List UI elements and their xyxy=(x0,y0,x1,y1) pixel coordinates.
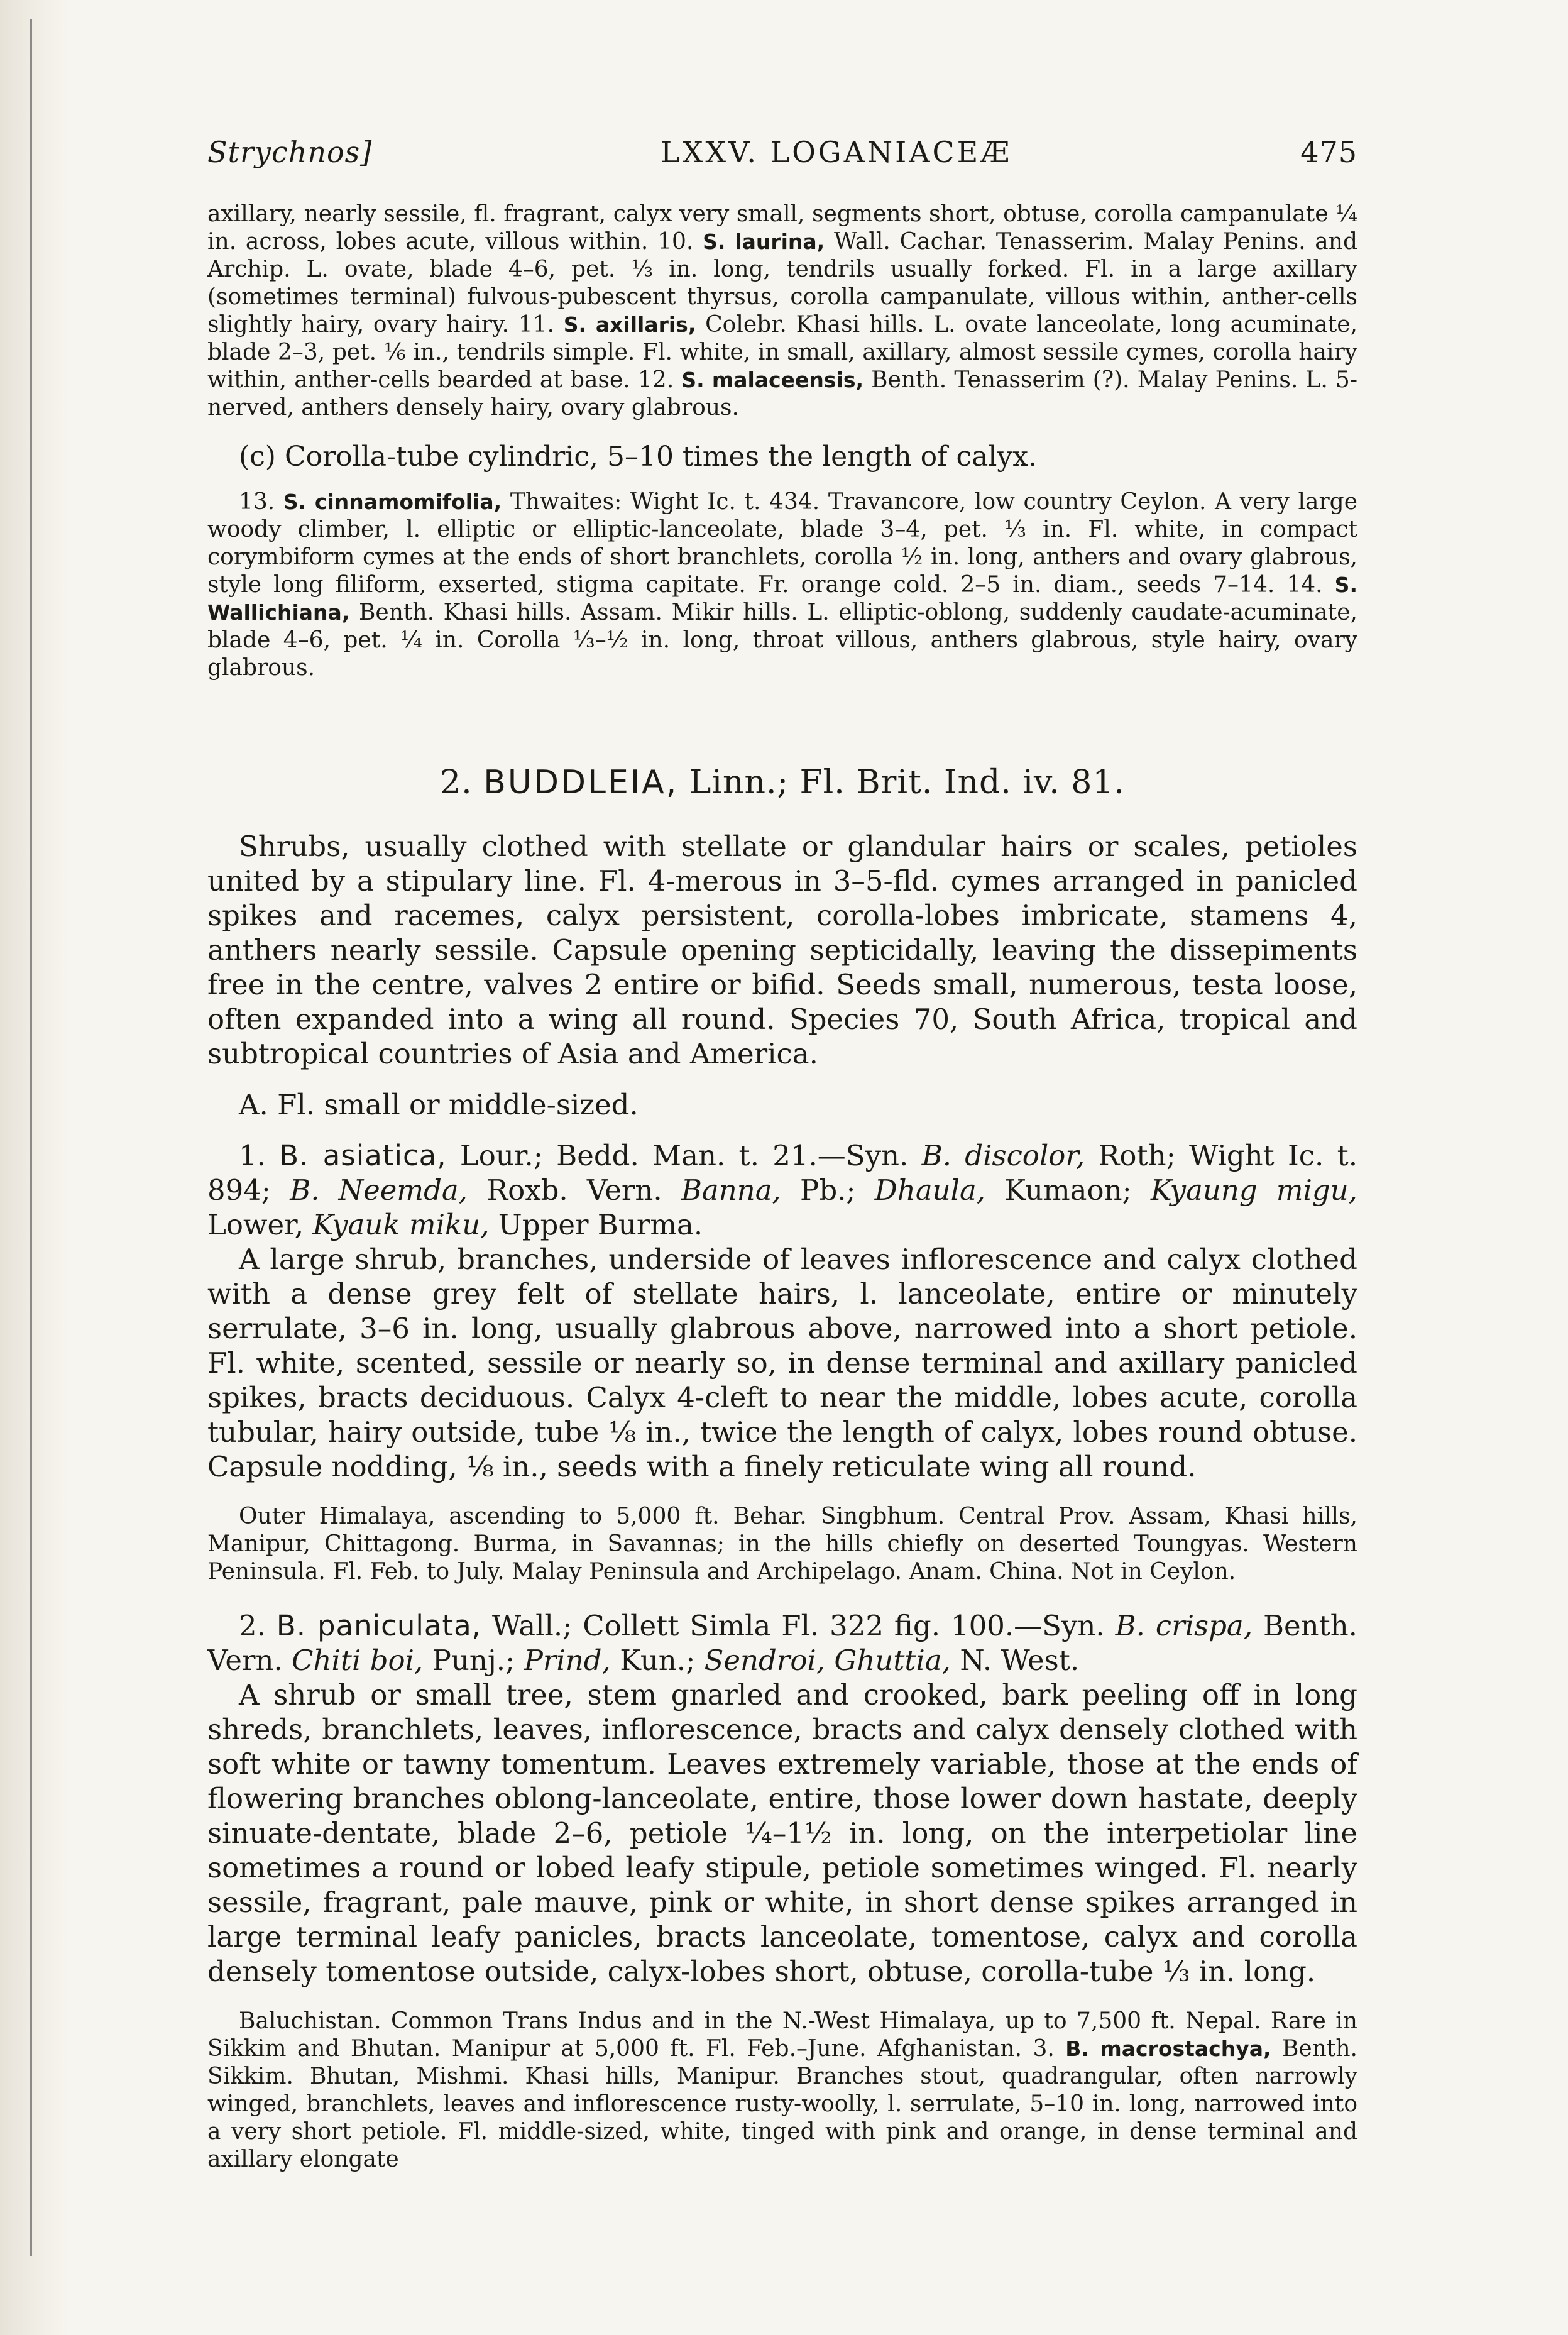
genus-reference: Linn.; Fl. Brit. Ind. iv. 81. xyxy=(689,764,1125,801)
page-number: 475 xyxy=(1300,135,1357,169)
strychnos-c-block xyxy=(207,488,1357,682)
species-2-heading xyxy=(207,1608,1357,1678)
species-reference: N. West. xyxy=(960,1644,1080,1677)
vernacular-name: Banna, xyxy=(681,1173,781,1207)
header-family: LXXV. LOGANIACEÆ xyxy=(661,135,1012,169)
species-number: 13. xyxy=(239,489,275,515)
species-reference: Benth. Vern. xyxy=(207,1609,1357,1677)
species-2-distribution xyxy=(207,2008,1357,2173)
vernacular-name: Kyaung migu, xyxy=(1150,1173,1358,1207)
genus-heading xyxy=(207,764,1357,801)
species-reference: Punj.; xyxy=(432,1644,515,1677)
strychnos-intro: axillary, nearly sessile, fl. fragrant, calyx very small, segments short, obtuse, corolla campanulate ¼ in. across, lobes acute, villous within. xyxy=(207,201,1357,255)
species-2-description: A shrub or small tree, stem gnarled and crooked, bark peeling off in long shreds, branchlets, leaves, inflorescence, bracts and calyx densely clothed with soft white or tawny tomentum. Leaves extremely variable, those at the ends of flowering branches oblong-lanceolate, entire, those lower down hastate, deeply sinuate-dentate, blade 2–6, petiole ¼–1½ in. long, on the interpetiolar line sometimes a round or lobed leafy stipule, petiole sometimes winged. Fl. nearly sessile, fragrant, pale mauve, pink or white, in short dense spikes arranged in large terminal leafy panicles, bracts lanceolate, tomentose, calyx and corolla densely tomentose outside, calyx-lobes short, obtuse, corolla-tube ⅓ in. long. xyxy=(207,1678,1357,1988)
genus-name: BUDDLEIA, xyxy=(483,764,679,801)
species-number: 14. xyxy=(1286,572,1323,598)
vernacular-name: Chiti boi, xyxy=(292,1644,424,1677)
species-reference: Kumaon; xyxy=(1004,1173,1132,1207)
page xyxy=(207,135,1357,2173)
section-heading: A. Fl. small or middle-sized. xyxy=(239,1088,639,1121)
vernacular-name: Sendroi, Ghuttia, xyxy=(704,1644,951,1677)
species-reference: Roxb. Vern. xyxy=(486,1173,662,1207)
distribution-text: Baluchistan. Common Trans Indus and in the N.-West Himalaya, up to 7,500 ft. Nepal. Rare in Sikkim and Bhutan. Manipur at 5,000 ft. Fl. Feb.–June. Afghanistan. xyxy=(207,2008,1357,2062)
species-name: S. Wallichiana, xyxy=(207,573,1357,625)
species-number: 11. xyxy=(518,312,555,338)
species-number: 1. xyxy=(239,1139,266,1172)
species-text: Benth. Sikkim. Bhutan, Mishmi. Khasi hills, Manipur. Branches stout, quadrangular, often narrowly winged, branchlets, leaves and inflorescence rusty-woolly, l. serrulate, 5–10 in. long, narrowed into a very short petiole. Fl. middle-sized, white, tinged with pink and orange, in dense terminal and axillary elongate xyxy=(207,2036,1357,2172)
species-text: Colebr. Khasi hills. L. ovate lanceolate, long acuminate, blade 2–3, pet. ⅙ in., tendrils simple. Fl. white, in small, axillary, almost sessile cymes, corolla hairy within, anther-cells bearded at base. xyxy=(207,312,1357,393)
synonym: B. Neemda, xyxy=(290,1173,468,1207)
species-reference: Lour.; Bedd. Man. t. 21.—Syn. xyxy=(459,1139,909,1172)
species-1-distribution: Outer Himalaya, ascending to 5,000 ft. Behar. Singbhum. Central Prov. Assam, Khasi hills, Manipur, Chittagong. Burma, in Savannas; in the hills chiefly on deserted Toungyas. Western Peninsula. Fl. Feb. to July. Malay Peninsula and Archipelago. Anam. China. Not in Ceylon. xyxy=(207,1503,1357,1585)
running-header xyxy=(207,135,1357,169)
species-reference: Wall.; Collett Simla Fl. 322 fig. 100.—Syn. xyxy=(491,1609,1105,1642)
species-name: S. cinnamomifolia, xyxy=(283,490,502,514)
vernacular-name: Dhaula, xyxy=(874,1173,986,1207)
species-number: 2. xyxy=(239,1609,266,1642)
genus-description: Shrubs, usually clothed with stellate or glandular hairs or scales, petioles united by a stipulary line. Fl. 4-merous in 3–5-fld. cymes arranged in panicled spikes and racemes, calyx persistent, corolla-lobes imbricate, stamens 4, anthers nearly sessile. Capsule opening septicidally, leaving the dissepiments free in the centre, valves 2 entire or bifid. Seeds small, numerous, testa loose, often expanded into a wing all round. Species 70, South Africa, tropical and subtropical countries of Asia and America. xyxy=(207,830,1357,1070)
synonym: B. discolor, xyxy=(921,1139,1085,1172)
scan-page-edge xyxy=(0,0,69,2335)
species-name: B. asiatica, xyxy=(279,1139,447,1172)
species-name: S. laurina, xyxy=(703,229,825,254)
vernacular-name: Prind, xyxy=(524,1644,611,1677)
genus-number: 2. xyxy=(440,764,473,801)
species-reference: Lower, xyxy=(207,1208,304,1241)
scan-binding-line xyxy=(30,19,32,2256)
species-number: 12. xyxy=(637,367,674,393)
species-1-description: A large shrub, branches, underside of leaves inflorescence and calyx clothed with a dense grey felt of stellate hairs, l. lanceolate, entire or minutely serrulate, 3–6 in. long, usually glabrous above, narrowed into a short petiole. Fl. white, scented, sessile or nearly so, in dense terminal and axillary panicled spikes, bracts deciduous. Calyx 4-cleft to near the middle, lobes acute, corolla tubular, hairy outside, tube ⅛ in., twice the length of calyx, lobes round obtuse. Capsule nodding, ⅛ in., seeds with a finely reticulate wing all round. xyxy=(207,1243,1357,1483)
species-reference: Pb.; xyxy=(800,1173,856,1207)
species-number: 10. xyxy=(657,229,694,255)
species-text: Thwaites: Wight Ic. t. 434. Travancore, low country Ceylon. A very large woody climber, l. elliptic or elliptic-lanceolate, blade 3–4, pet. ⅓ in. Fl. white, in compact corymbiform cymes at the ends of short branchlets, corolla ½ in. long, anthers and ovary glabrous, style long filiform, exserted, stigma capitate. Fr. orange cold. 2–5 in. diam., seeds 7–14. xyxy=(207,489,1358,598)
strychnos-species-block xyxy=(207,201,1357,422)
subgroup-heading: (c) Corolla-tube cylindric, 5–10 times the length of calyx. xyxy=(239,441,1038,473)
species-1-heading xyxy=(207,1138,1357,1242)
species-reference: Kun.; xyxy=(620,1644,696,1677)
header-section: Strychnos] xyxy=(207,135,373,169)
vernacular-name: Kyauk miku, xyxy=(312,1208,490,1241)
species-reference: Roth; Wight Ic. t. 894; xyxy=(207,1139,1357,1207)
species-number: 3. xyxy=(1033,2036,1055,2062)
species-name: B. paniculata, xyxy=(276,1609,481,1642)
species-name: B. macrostachya, xyxy=(1065,2036,1271,2061)
species-text: Wall. Cachar. Tenasserim. Malay Penins. and Archip. L. ovate, blade 4–6, pet. ⅓ in. long, tendrils usually forked. Fl. in a large axillary (sometimes terminal) fulvous-pubescent thyrsus, corolla campanulate, villous within, anther-cells slightly hairy, ovary hairy. xyxy=(207,229,1357,338)
species-text: Benth. Khasi hills. Assam. Mikir hills. L. elliptic-oblong, suddenly caudate-acuminate, blade 4–6, pet. ¼ in. Corolla ⅓–½ in. long, throat villous, anthers glabrous, style hairy, ovary glabrous. xyxy=(207,600,1357,681)
species-text: Benth. Tenasserim (?). Malay Penins. L. 5-nerved, anthers densely hairy, ovary glabrous. xyxy=(207,367,1357,420)
synonym: B. crispa, xyxy=(1115,1609,1253,1642)
species-name: S. axillaris, xyxy=(563,312,696,337)
species-reference: Upper Burma. xyxy=(498,1208,703,1241)
species-name: S. malaceensis, xyxy=(681,368,864,392)
